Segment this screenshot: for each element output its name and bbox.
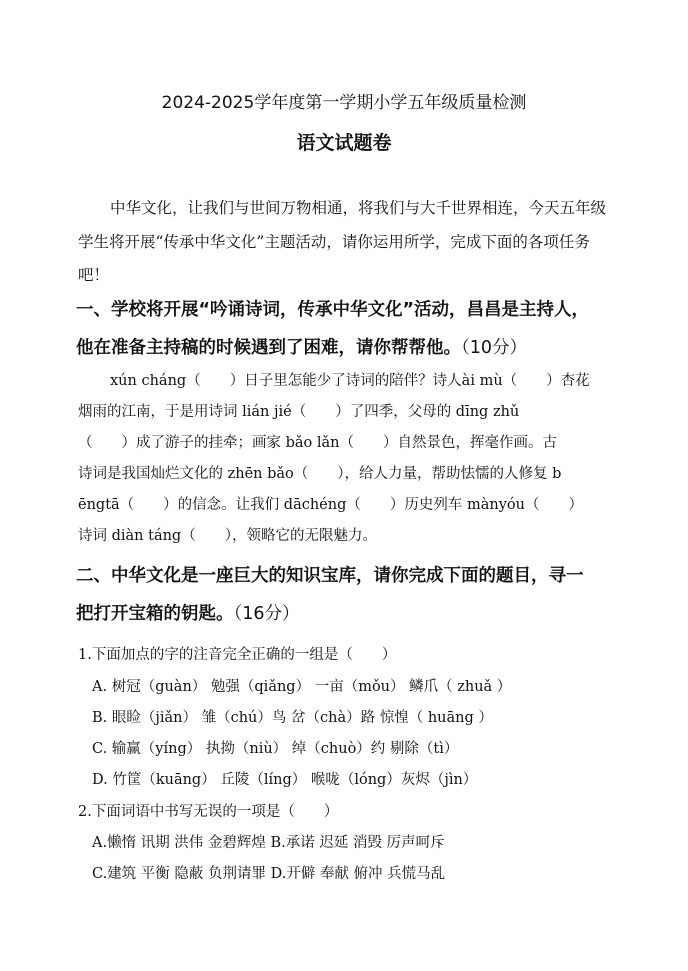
section-score: （10分） [461,338,528,358]
question-2-stem: 2.下面词语中书写无误的一项是（ ） [78,804,339,820]
passage-line: 烟雨的江南，于是用诗词 lián jié（ ）了四季，父母的 dīng zhǔ [78,404,520,420]
intro-line: 中华文化，让我们与世间万物相通，将我们与大千世界相连，今天五年级 [110,199,607,217]
section-1-heading [76,291,624,367]
intro-paragraph [78,192,618,293]
section-score: （16分） [233,604,300,624]
question-1-stem: 1.下面加点的字的注音完全正确的一组是（ ） [78,647,397,663]
section-1-passage [78,366,616,552]
question-1-option-d: D. 竹筐（kuāng） 丘陵（líng） 喉咙（lóng）灰烬（jìn） [92,772,478,788]
passage-line: ēngtā（ ）的信念。让我们 dāchéng（ ）历史列车 mànyóu（ ） [78,497,583,513]
section-2-heading [76,557,624,633]
question-1-option-c: C. 输赢（yíng） 执拗（niù） 绰（chuò）约 剔除（tì） [92,741,459,757]
passage-line: （ ）成了游子的挂牵；画家 bǎo lǎn（ ）自然景色，挥毫作画。古 [78,435,557,451]
question-2-options-cd: C.建筑 平衡 隐蔽 负荆请罪 D.开僻 奉献 俯冲 兵慌马乱 [92,866,446,882]
section-heading-line: 一、学校将开展“吟诵诗词，传承中华文化”活动，昌昌是主持人， [76,300,590,320]
passage-line: xún cháng（ ）日子里怎能少了诗词的陪伴？诗人ài mù（ ）杏花 [110,373,590,389]
section-heading-line: 把打开宝箱的钥匙。 [76,604,234,624]
question-1-option-b: B. 眼睑（jiǎn） 雏（chú）鸟 岔（chà）路 惊惶（ huāng ） [92,710,493,726]
intro-line: 学生将开展“传承中华文化”主题活动，请你运用所学，完成下面的各项任务 [78,232,590,251]
exam-subtitle: 语文试题卷 [296,132,392,154]
question-1-option-a: A. 树冠（guàn） 勉强（qiǎng） 一亩（mǒu） 鳞爪（ zhuǎ ） [92,679,512,695]
question-2-options-ab: A.懒惰 讯期 洪伟 金碧辉煌 B.承诺 迟延 消毁 厉声呵斥 [92,835,445,851]
passage-line: 诗词是我国灿烂文化的 zhēn bǎo（ ），给人力量，帮助怯懦的人修复 b [78,466,562,482]
section-heading-line: 他在准备主持稿的时候遇到了困难，请你帮帮他。 [76,338,461,358]
intro-line: 吧！ [78,266,110,284]
passage-line: 诗词 diàn táng（ ），领略它的无限魅力。 [78,528,377,544]
section-heading-line: 二、中华文化是一座巨大的知识宝库，请你完成下面的题目，寻一 [76,566,584,586]
exam-title: 2024-2025学年度第一学期小学五年级质量检测 [161,93,527,113]
